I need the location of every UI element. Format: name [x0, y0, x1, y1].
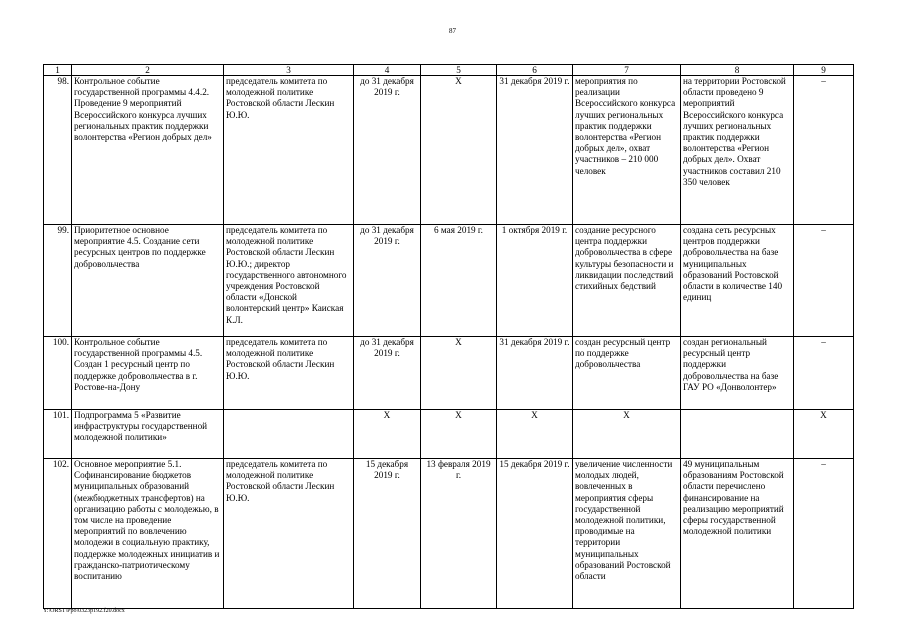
deviation-reasons: – [794, 225, 854, 337]
column-header: 1 [44, 65, 72, 76]
deviation-reasons: – [794, 337, 854, 410]
event-name: Основное мероприятие 5.1. Софинансирование бюджетов муниципальных образований (межбюджетных трансфертов) на организацию работы с молодежью, в том числе на проведение мероприятий по вовлечению молодежи в социальную практику, поддержке молодежных инициатив и гражданско-патриотическому воспитанию [72, 459, 224, 609]
actual-result: создан региональный ресурсный центр поддержки добровольчества на базе ГАУ РО «Донволонтер» [681, 337, 794, 410]
actual-start-date: 13 февраля 2019 г. [421, 459, 497, 609]
expected-result: увеличение численности молодых людей, вовлеченных в мероприятия сферы государственной молодежной политики, проводимые на территории муниципальных образований Ростовской области [573, 459, 681, 609]
column-header: 6 [497, 65, 573, 76]
actual-start-date: Х [421, 337, 497, 410]
row-number: 102. [44, 459, 72, 609]
event-name: Контрольное событие государственной программы 4.4.2. Проведение 9 мероприятий Всероссийского конкурса лучших региональных практик поддержки волонтерства «Регион добрых дел» [72, 76, 224, 225]
planned-date: до 31 декабря 2019 г. [354, 225, 421, 337]
responsible-executor [224, 410, 354, 459]
deviation-reasons: Х [794, 410, 854, 459]
deviation-reasons: – [794, 76, 854, 225]
planned-date: 15 декабря 2019 г. [354, 459, 421, 609]
actual-start-date: 6 мая 2019 г. [421, 225, 497, 337]
table-row [44, 225, 854, 337]
column-header: 9 [794, 65, 854, 76]
actual-end-date: 15 декабря 2019 г. [497, 459, 573, 609]
column-header: 3 [224, 65, 354, 76]
responsible-executor: председатель комитета по молодежной политике Ростовской области Лескин Ю.Ю.; директор государственного автономного учреждения Ростовской области «Донской волонтерский центр» Каиская К.Л. [224, 225, 354, 337]
actual-result: на территории Ростовской области проведено 9 мероприятий Всероссийского конкурса лучших региональных практик поддержки волонтерства «Регион добрых дел». Охват участников составил 210 350 человек [681, 76, 794, 225]
page-number: 87 [449, 27, 456, 35]
column-header: 7 [573, 65, 681, 76]
actual-result [681, 410, 794, 459]
responsible-executor: председатель комитета по молодежной политике Ростовской области Лескин Ю.Ю. [224, 76, 354, 225]
row-number: 100. [44, 337, 72, 410]
planned-date: до 31 декабря 2019 г. [354, 76, 421, 225]
report-table [43, 64, 854, 609]
column-header: 2 [72, 65, 224, 76]
expected-result: Х [573, 410, 681, 459]
table-row [44, 410, 854, 459]
responsible-executor: председатель комитета по молодежной политике Ростовской области Лескин Ю.Ю. [224, 459, 354, 609]
header-row [44, 65, 854, 76]
responsible-executor: председатель комитета по молодежной политике Ростовской области Лескин Ю.Ю. [224, 337, 354, 410]
actual-end-date: Х [497, 410, 573, 459]
column-header: 8 [681, 65, 794, 76]
table-row [44, 459, 854, 609]
row-number: 99. [44, 225, 72, 337]
event-name: Контрольное событие государственной программы 4.5. Создан 1 ресурсный центр по поддержке добровольчества в г. Ростове-на-Дону [72, 337, 224, 410]
expected-result: создание ресурсного центра поддержки добровольчества в сфере культуры безопасности и ликвидации последствий стихийных бедствий [573, 225, 681, 337]
table-row [44, 337, 854, 410]
row-number: 98. [44, 76, 72, 225]
actual-end-date: 31 декабря 2019 г. [497, 76, 573, 225]
planned-date: до 31 декабря 2019 г. [354, 337, 421, 410]
actual-start-date: Х [421, 410, 497, 459]
row-number: 101. [44, 410, 72, 459]
actual-result: создана сеть ресурсных центров поддержки добровольчества на базе муниципальных образований Ростовской области в количестве 140 единиц [681, 225, 794, 337]
event-name: Приоритетное основное мероприятие 4.5. Создание сети ресурсных центров по поддержке добровольчества [72, 225, 224, 337]
column-header: 5 [421, 65, 497, 76]
actual-result: 49 муниципальным образованиям Ростовской области перечислено финансирование на реализацию мероприятий сферы государственной молодежной политики [681, 459, 794, 609]
expected-result: мероприятия по реализации Всероссийского конкурса лучших региональных практик поддержки волонтерства «Регион добрых дел», охват участников – 210 000 человек [573, 76, 681, 225]
column-header: 4 [354, 65, 421, 76]
actual-end-date: 1 октября 2019 г. [497, 225, 573, 337]
event-name: Подпрограмма 5 «Развитие инфраструктуры государственной молодежной политики» [72, 410, 224, 459]
table-body [44, 76, 854, 609]
planned-date: Х [354, 410, 421, 459]
actual-start-date: Х [421, 76, 497, 225]
file-path-footer: Y:\ORST\Ppo\0323p192.f20.docx [43, 608, 125, 614]
actual-end-date: 31 декабря 2019 г. [497, 337, 573, 410]
expected-result: создан ресурсный центр по поддержке добровольчества [573, 337, 681, 410]
deviation-reasons: – [794, 459, 854, 609]
table-header [44, 65, 854, 76]
table-row [44, 76, 854, 225]
